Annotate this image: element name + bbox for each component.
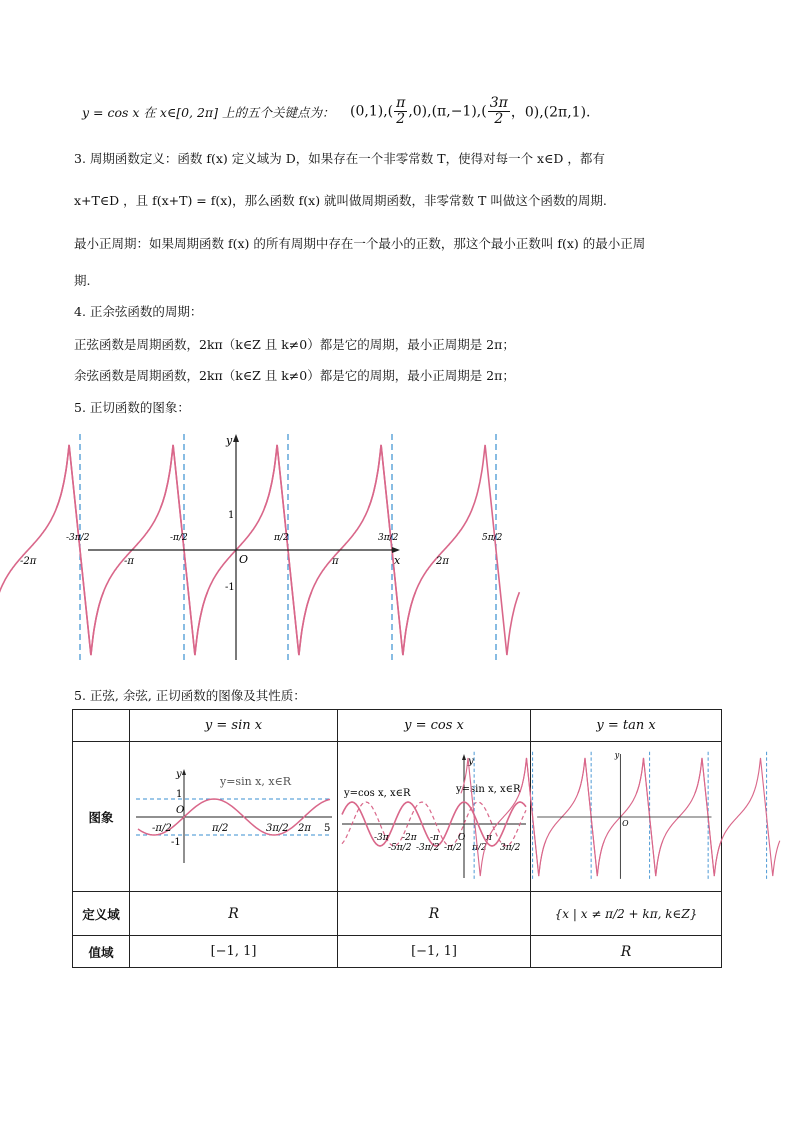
section5b-title: 5. 正弦, 余弦, 正切函数的图像及其性质： [74, 688, 306, 703]
y-axis-arrow [233, 434, 239, 442]
sin-graph-cell [130, 742, 338, 892]
origin-label: O [239, 553, 249, 566]
cos-x-tick-label: -5π/2 [388, 842, 412, 853]
key-point-seg3: ，0),(2π,1). [510, 104, 591, 121]
section5a-title: 5. 正切函数的图象： [74, 400, 190, 415]
tan-domain: {x | x ≠ π/2 + kπ, k∈Z} [531, 892, 722, 936]
sin-ytick-neg1: -1 [170, 836, 181, 848]
x-axis-label: x [394, 554, 401, 567]
section4-cos-line: 余弦函数是周期函数，2kπ（k∈Z 且 k≠0）都是它的周期，最小正周期是 2π； [74, 368, 515, 383]
cos-range: [−1, 1] [338, 936, 531, 968]
cos-key-points-line [82, 104, 335, 122]
frac-3pi-2 [488, 96, 510, 127]
sin-xtick-pi2: π/2 [211, 822, 228, 834]
tan-small-graph [536, 747, 716, 887]
cos-x-tick-label: π [486, 832, 492, 843]
sin-xtick-neg-pi2: -π/2 [151, 822, 172, 834]
cos-key-points-prefix: y = cos x 在 x∈[0, 2π] 上的五个关键点为： [82, 105, 335, 120]
section4-title: 4. 正余弦函数的周期： [74, 304, 203, 319]
sin-xtick-5: 5 [323, 822, 330, 834]
sin-graph [134, 767, 334, 867]
x-tick-label: -π [124, 556, 134, 567]
frac-pi-2 [394, 96, 407, 127]
table-header-row [73, 710, 722, 742]
y-axis-arrow [462, 754, 466, 760]
tangent-graph [20, 430, 503, 670]
cos-x-tick-label: -π/2 [444, 842, 462, 853]
y-axis-arrow [182, 769, 186, 775]
y-axis-label: y [468, 755, 474, 767]
frac-num: π [396, 95, 406, 111]
cos-x-tick-labels [374, 833, 521, 853]
properties-table [72, 709, 722, 968]
origin-label: O [622, 818, 629, 828]
table-row-graph [73, 742, 722, 892]
header-cos: y = cos x [338, 710, 531, 742]
sin-range: [−1, 1] [130, 936, 338, 968]
x-tick-label: π [332, 556, 339, 567]
cos-x-tick-label: -3π/2 [416, 842, 440, 853]
table-row-range [73, 936, 722, 968]
sin-xtick-3pi2: 3π/2 [265, 822, 289, 834]
sin-xtick-origin: O [175, 804, 184, 816]
section3-line2: x+T∈D ，且 f(x+T) = f(x)，那么函数 f(x) 就叫做周期函数，非零常数 T 叫做这个函数的周期. [74, 193, 607, 208]
asymptote-label: -π/2 [170, 533, 188, 543]
cos-graph [340, 752, 528, 882]
tan-graph-cell [531, 742, 722, 892]
y-axis-label: y [175, 768, 182, 780]
cos-x-tick-label: 3π/2 [500, 842, 521, 853]
cos-x-tick-label: -2π [402, 832, 417, 843]
section3-line4: 期. [74, 273, 91, 288]
key-point-seg1: (0,1),( [350, 103, 394, 120]
sin-ytick-1: 1 [175, 788, 182, 800]
cos-x-tick-label: π/2 [472, 842, 487, 853]
tan-range: R [531, 936, 722, 968]
table-row-domain [73, 892, 722, 936]
cos-domain: R [338, 892, 531, 936]
sin-caption: y=sin x, x∈R [219, 774, 291, 788]
asymptote-label: -3π/2 [66, 533, 90, 543]
asymptote-labels [0, 533, 503, 543]
row-label-domain: 定义域 [73, 892, 130, 936]
cos-x-tick-label: O [458, 832, 466, 843]
sin-domain: R [130, 892, 338, 936]
frac-num: 3π [489, 95, 508, 111]
asymptote-label: π/2 [274, 533, 289, 543]
row-label-range: 值域 [73, 936, 130, 968]
cos-caption-left: y=cos x, x∈R [344, 787, 411, 799]
section3-line3: 最小正周期：如果周期函数 f(x) 的所有周期中存在一个最小的正数，那这个最小正数叫 f(x) 的最小正周 [74, 236, 646, 251]
row-label-graph: 图象 [73, 742, 130, 892]
cos-x-tick-label: -π [430, 832, 439, 843]
x-tick-labels [20, 556, 449, 567]
frac-den: 2 [396, 111, 406, 127]
header-empty [73, 710, 130, 742]
header-tan: y = tan x [531, 710, 722, 742]
cos-key-points-values [350, 96, 591, 127]
section4-sin-line: 正弦函数是周期函数，2kπ（k∈Z 且 k≠0）都是它的周期，最小正周期是 2π； [74, 337, 515, 352]
y-tick-neg1: -1 [225, 582, 235, 593]
x-axis-arrow [392, 547, 400, 553]
asymptote-label: 5π/2 [482, 533, 503, 543]
y-axis-label: y [614, 749, 620, 759]
x-tick-label: 2π [436, 556, 449, 567]
asymptotes [0, 434, 496, 662]
frac-den: 2 [494, 111, 504, 127]
x-tick-label: -2π [20, 556, 37, 567]
cos-graph-cell [338, 742, 531, 892]
y-axis-label: y [226, 434, 233, 447]
cos-caption-right: y=sin x, x∈R [456, 783, 521, 795]
key-point-seg2: ,0),(π,−1),( [408, 103, 487, 120]
asymptote-label: 3π/2 [378, 533, 399, 543]
y-tick-1: 1 [228, 510, 235, 521]
section3-line1: 3. 周期函数定义：函数 f(x) 定义域为 D，如果存在一个非零常数 T，使得对每一个 x∈D ，都有 [74, 151, 605, 166]
header-sin: y = sin x [130, 710, 338, 742]
sin-xtick-2pi: 2π [297, 822, 311, 834]
cos-x-tick-label: -3π [374, 832, 389, 843]
